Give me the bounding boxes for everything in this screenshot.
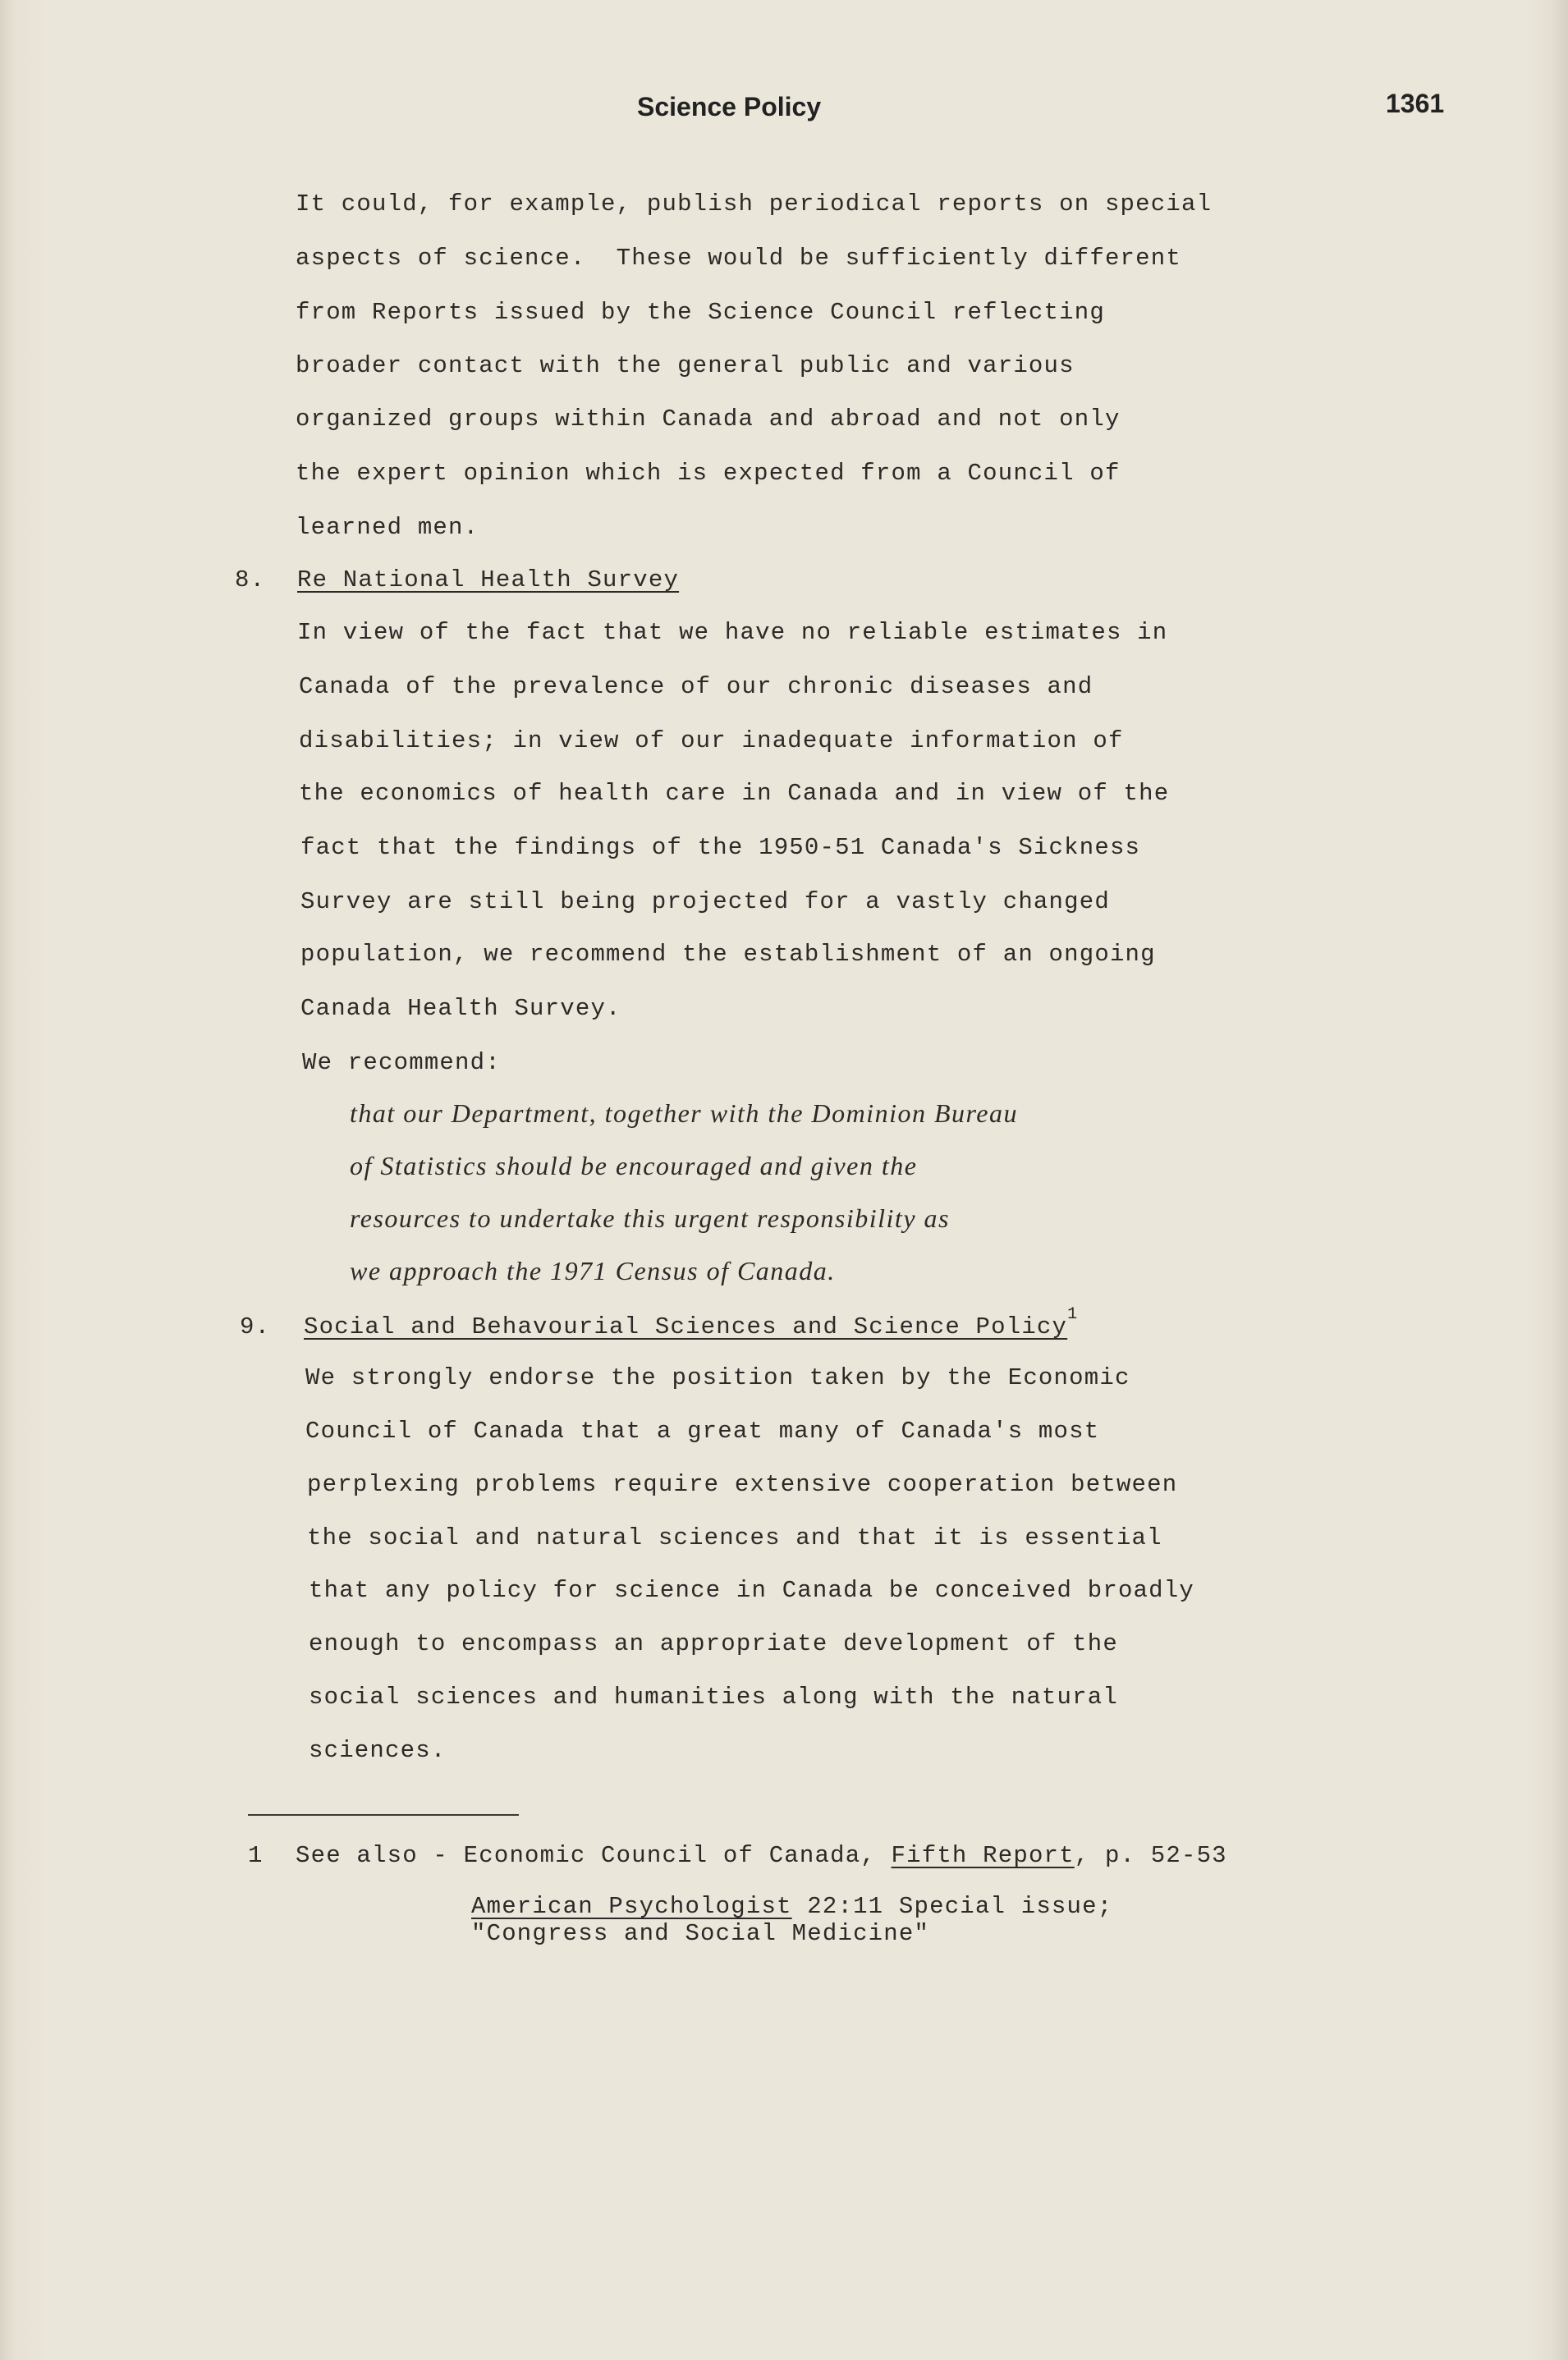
body-line: fact that the findings of the 1950-51 Canada's Sickness	[300, 834, 1141, 861]
body-line: Survey are still being projected for a vastly changed	[300, 888, 1110, 915]
body-line: Canada of the prevalence of our chronic diseases and	[299, 673, 1093, 700]
footnote-marker: 1	[1067, 1305, 1079, 1324]
body-line: Council of Canada that a great many of Canada's most	[305, 1418, 1100, 1445]
recommendation-line: we approach the 1971 Census of Canada.	[350, 1256, 836, 1285]
recommend-label: We recommend:	[302, 1049, 501, 1076]
section-number: 9.	[240, 1313, 271, 1340]
section-heading: Social and Behavourial Sciences and Science Policy	[304, 1313, 1068, 1340]
body-line: Canada Health Survey.	[300, 995, 621, 1022]
body-line: enough to encompass an appropriate development of the	[309, 1630, 1118, 1657]
body-line: perplexing problems require extensive cooperation between	[307, 1471, 1178, 1498]
section-number: 8.	[235, 566, 266, 593]
body-line: disabilities; in view of our inadequate information of	[299, 727, 1124, 754]
body-line: that any policy for science in Canada be conceived broadly	[309, 1577, 1194, 1604]
footnote-number: 1	[248, 1842, 264, 1869]
footnote-line	[296, 1842, 1227, 1869]
body-line: from Reports issued by the Science Council reflecting	[296, 299, 1105, 326]
recommendation-line: that our Department, together with the Dominion Bureau	[350, 1098, 1018, 1128]
recommendation-line: of Statistics should be encouraged and given the	[350, 1151, 918, 1180]
body-line: population, we recommend the establishment of an ongoing	[300, 941, 1156, 968]
body-line: the expert opinion which is expected from a Council of	[296, 460, 1121, 487]
footnote-line	[471, 1893, 1112, 1920]
section-heading: Re National Health Survey	[297, 566, 680, 593]
footnote-citation-title: American Psychologist	[471, 1893, 792, 1920]
page-number: 1361	[1386, 89, 1445, 118]
footnote-text: , p. 52-53	[1074, 1842, 1227, 1869]
section-heading-row	[304, 1305, 1079, 1340]
body-line: the social and natural sciences and that it is essential	[307, 1524, 1162, 1551]
footnote-citation-title: Fifth Report	[891, 1842, 1075, 1869]
footnote-line: "Congress and Social Medicine"	[471, 1920, 930, 1947]
body-line: sciences.	[309, 1737, 447, 1764]
footnote-text: See also - Economic Council of Canada,	[296, 1842, 892, 1869]
body-line: It could, for example, publish periodical reports on special	[296, 190, 1213, 218]
body-line: We strongly endorse the position taken by the Economic	[305, 1364, 1130, 1391]
body-line: the economics of health care in Canada and in view of the	[299, 780, 1170, 807]
body-line: In view of the fact that we have no reliable estimates in	[297, 619, 1168, 646]
footnote-rule	[248, 1814, 519, 1816]
body-line: learned men.	[296, 514, 479, 541]
running-title: Science Policy	[637, 92, 822, 121]
recommendation-line: resources to undertake this urgent responsibility as	[350, 1203, 950, 1233]
body-line: organized groups within Canada and abroad and not only	[296, 406, 1121, 433]
footnote-text: 22:11 Special issue;	[791, 1893, 1113, 1920]
body-line: broader contact with the general public and various	[296, 352, 1075, 379]
body-line: social sciences and humanities along with the natural	[309, 1684, 1118, 1711]
body-line: aspects of science. These would be sufficiently different	[296, 245, 1181, 272]
